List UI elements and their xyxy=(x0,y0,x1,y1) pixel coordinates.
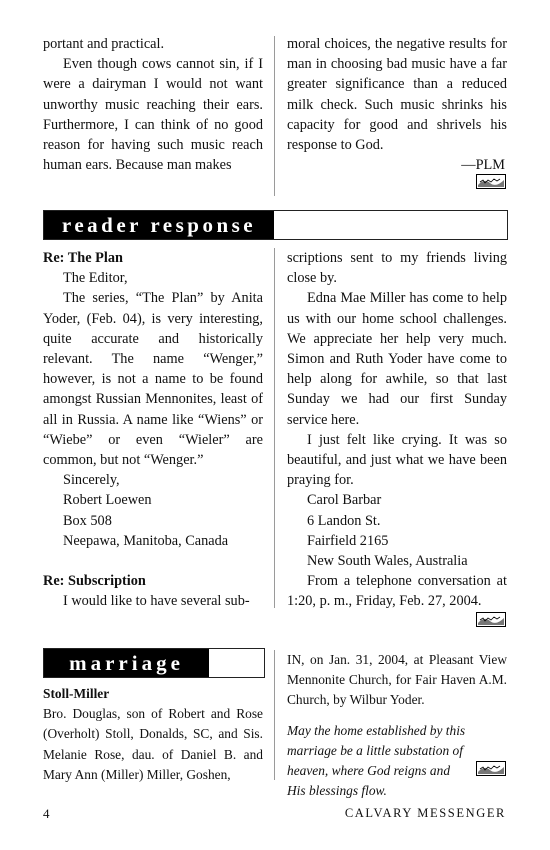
letter-salutation: The Editor, xyxy=(63,270,128,287)
paragraph: Even though cows cannot sin, if I were a dairyman I would not want unworthy music reaching their ears. Furthermore, I can think of no good reason for having such music reach human ears. Because man makes xyxy=(43,56,263,174)
letter-address: Fairfield 2165 xyxy=(307,532,389,549)
end-mark-icon xyxy=(476,612,506,627)
letter-body: scriptions sent to my friends living close by. xyxy=(287,250,507,287)
marriage-announcement: Bro. Douglas, son of Robert and Rose (Overholt) Stoll, Donalds, SC, and Sis. Melanie Rose, dau. of Daniel B. and Mary Ann (Miller) Miller, Goshen, xyxy=(43,706,263,782)
column-rule-bottom xyxy=(274,650,275,780)
letter-heading: Re: The Plan xyxy=(43,250,123,266)
author-signature: —PLM xyxy=(461,157,505,174)
letter-author: Robert Loewen xyxy=(63,492,152,509)
letter-address: Neepawa, Manitoba, Canada xyxy=(63,532,229,549)
letter-body: I would like to have several sub- xyxy=(63,593,250,610)
letter-heading: Re: Subscription xyxy=(43,573,146,590)
letter-author: Carol Barbar xyxy=(307,492,382,509)
column-rule-middle xyxy=(274,248,275,608)
section-banner-marriage xyxy=(43,648,265,678)
section-title: reader response xyxy=(44,211,274,239)
letter-body: Edna Mae Miller has come to help us with our home school challenges. We appreciate her help very much. Simon and Ruth Yoder have come to help along for awhile, so that last Sunday we had our first Sunday service here. xyxy=(287,290,507,428)
column-rule-top xyxy=(274,36,275,196)
end-mark-icon xyxy=(476,761,506,776)
end-mark-icon xyxy=(476,174,506,189)
marriage-left-column xyxy=(43,684,263,785)
marriage-right-column xyxy=(287,650,507,801)
article-continuation-left xyxy=(43,34,263,175)
publication-name: CALVARY MESSENGER xyxy=(344,806,506,820)
reader-response-right-column xyxy=(287,248,507,612)
letter-address: Box 508 xyxy=(63,512,112,529)
article-continuation-right xyxy=(287,34,507,175)
section-banner-reader-response xyxy=(43,210,508,240)
letter-closing: Sincerely, xyxy=(63,472,120,489)
letter-address: 6 Landon St. xyxy=(307,512,381,529)
page-number: 4 xyxy=(43,806,50,821)
letter-address: New South Wales, Australia xyxy=(307,553,468,570)
letter-body: The series, “The Plan” by Anita Yoder, (Feb. 04), is very interesting, quite accurate and historically relevant. The name “Wenger,” however, is not a name to be found amongst Russian Mennonites, least of all in Russia. A name like “Wiens” or “Wiebe” or even “Wieler” are common, but not “Wenger.” xyxy=(43,290,263,469)
marriage-announcement: IN, on Jan. 31, 2004, at Pleasant View Mennonite Church, for Fair Haven A.M. Church, by Wilbur Yoder. xyxy=(287,652,507,708)
paragraph: moral choices, the negative results for man in choosing bad music have a far greater significance than a reduced milk check. Such music shrinks his capacity for good and shrivels his response to God. xyxy=(287,36,507,154)
marriage-heading: Stoll-Miller xyxy=(43,686,110,701)
letter-note: From a telephone conversation at 1:20, p. m., Friday, Feb. 27, 2004. xyxy=(287,573,507,610)
section-title: marriage xyxy=(44,649,209,677)
reader-response-left-column xyxy=(43,248,263,611)
marriage-blessing: May the home established by this marriage be a little substation of heaven, where God reigns and His blessings flow. xyxy=(287,722,466,799)
paragraph: portant and practical. xyxy=(43,36,165,52)
letter-body: I just felt like crying. It was so beautiful, and just what we have been praying for. xyxy=(287,431,507,489)
